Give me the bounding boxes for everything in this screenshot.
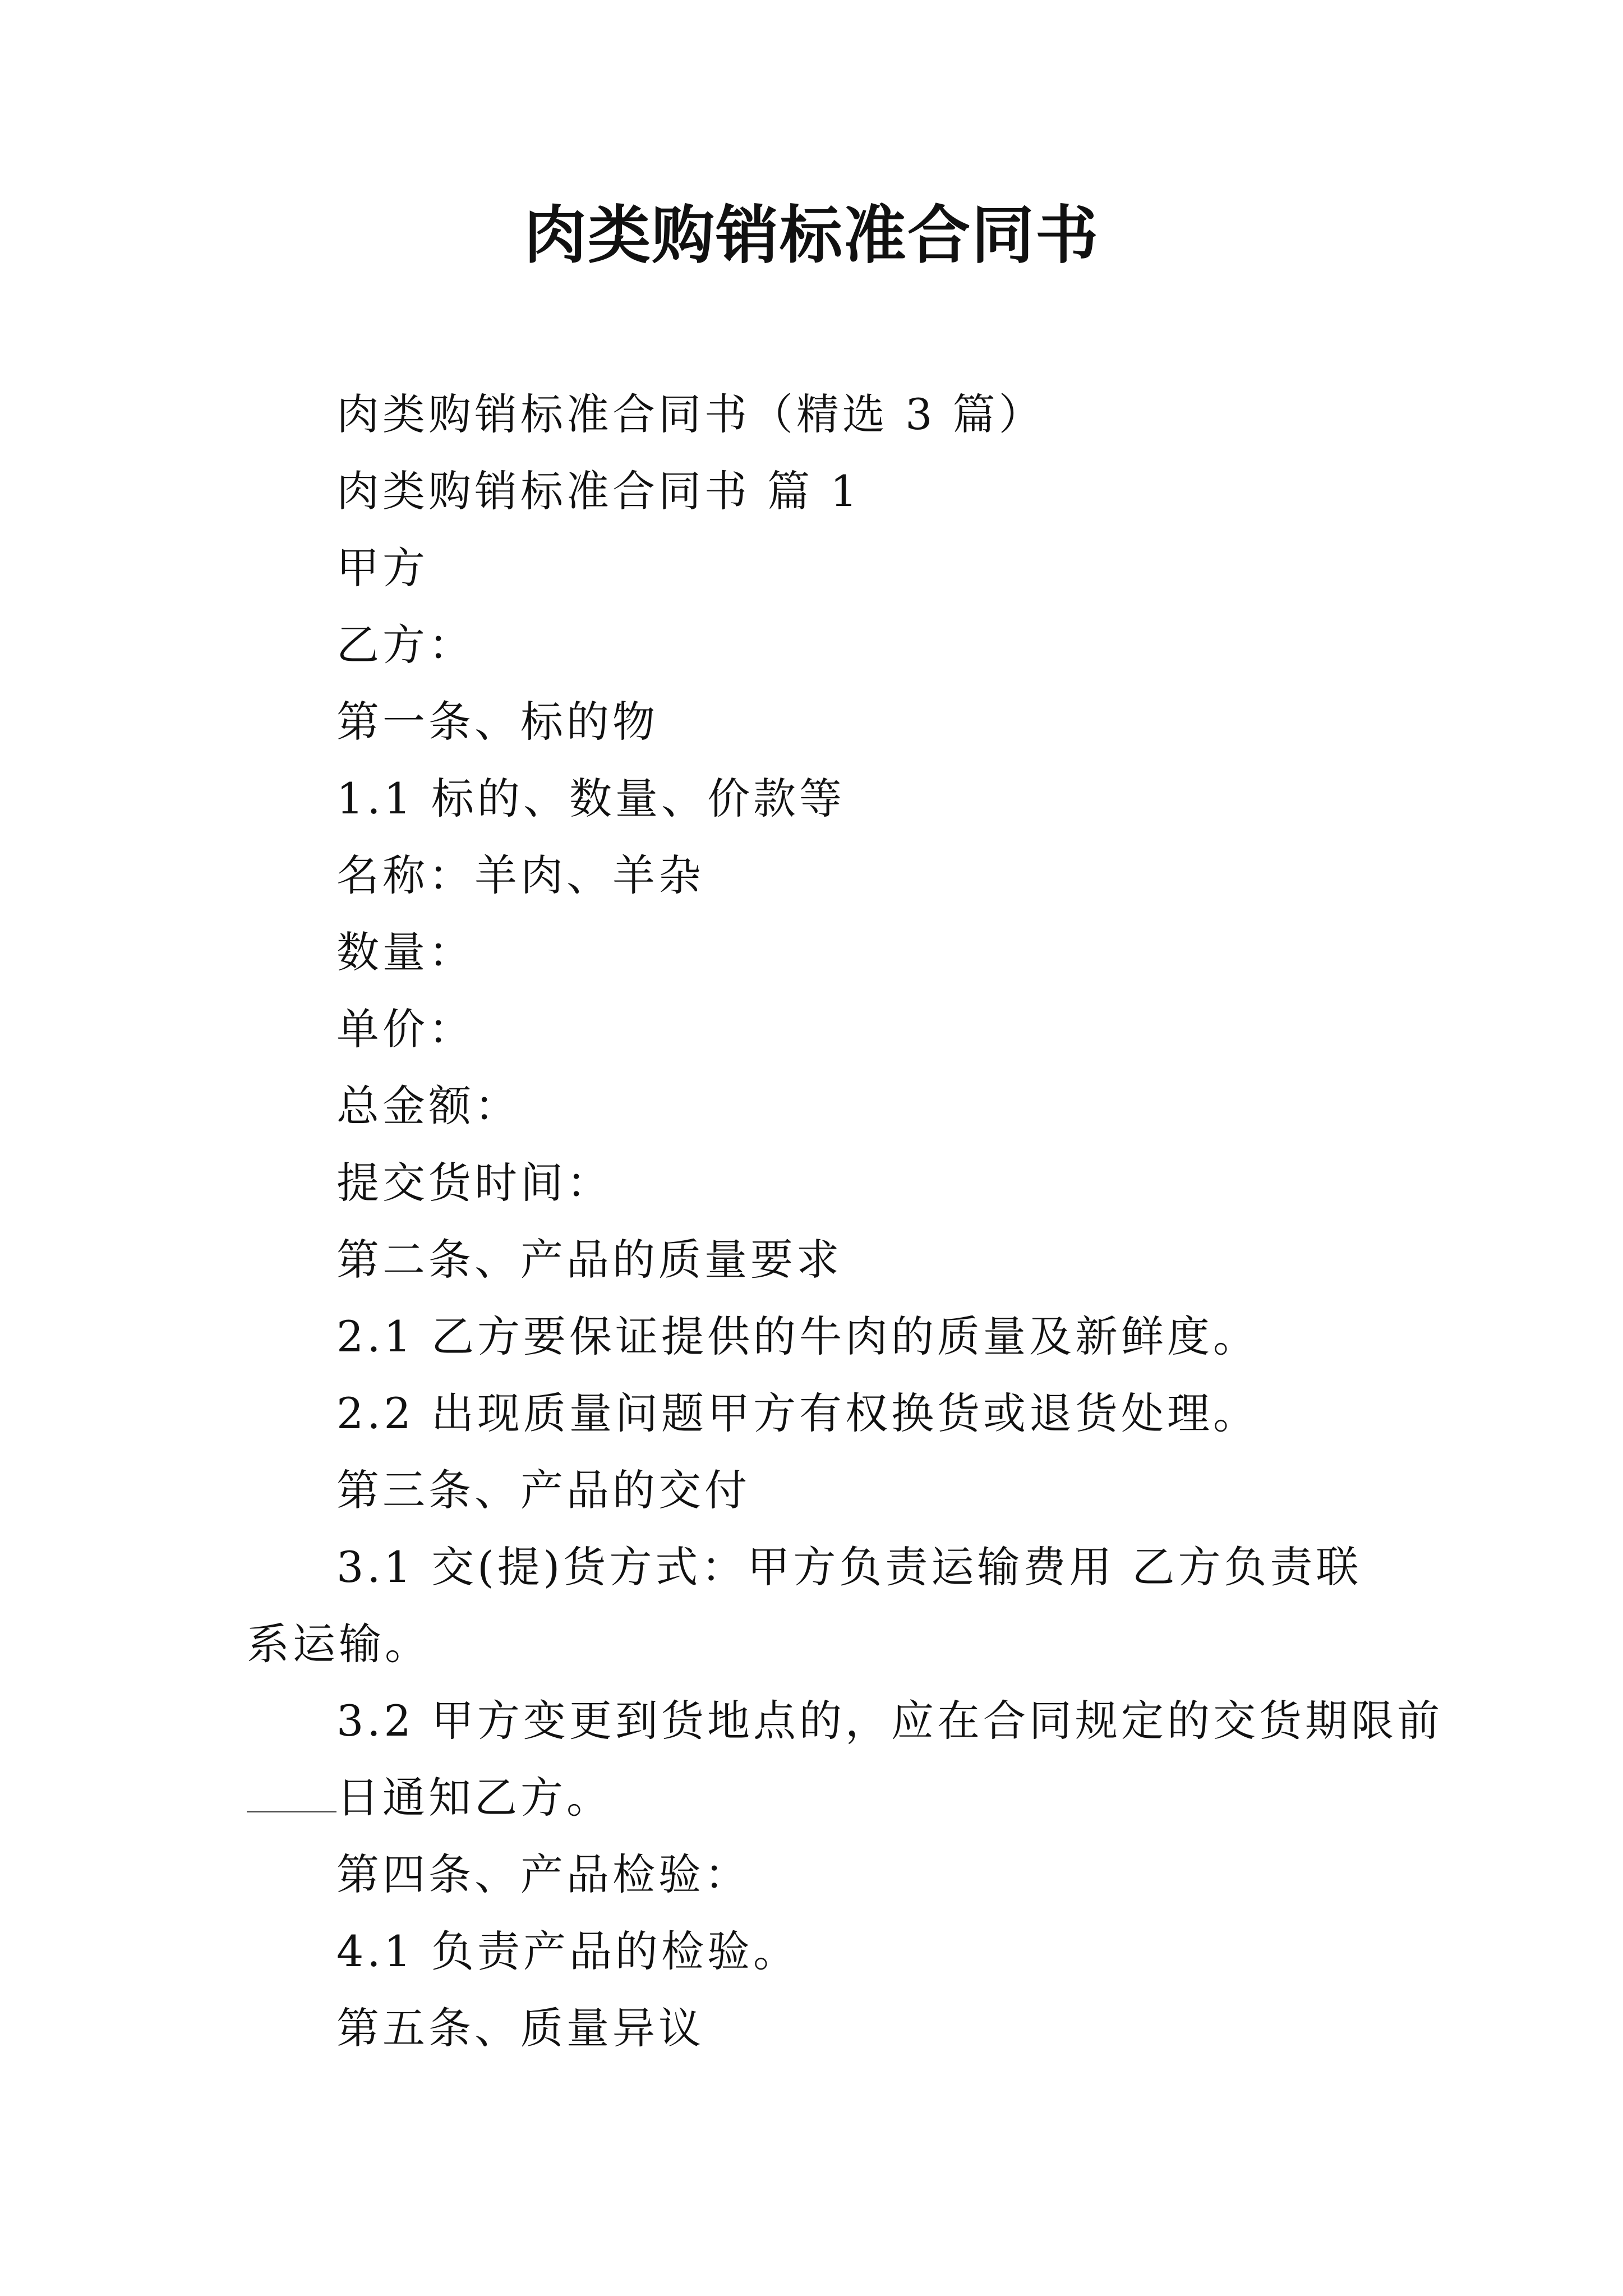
paragraph-2-1: 2.1 乙方要保证提供的牛肉的质量及新鲜度。 [336, 1312, 1260, 1361]
document-body [247, 376, 1444, 2067]
paragraph-4-1: 4.1 负责产品的检验。 [336, 1926, 800, 1976]
paragraph-3-1: 3.1 交(提)货方式：甲方负责运输费用 乙方负责联系运输。 [247, 1542, 1362, 1669]
paragraph-subtitle: 肉类购销标准合同书（精选 3 篇） [336, 389, 1045, 439]
paragraph-quantity: 数量： [336, 927, 474, 977]
document-title: 肉类购销标准合同书 [524, 199, 1099, 272]
paragraph-1-1: 1.1 标的、数量、价款等 [336, 774, 846, 823]
paragraph-3-2: 3.2 甲方变更到货地点的，应在合同规定的交货期限前 [336, 1696, 1444, 1746]
paragraph-name: 名称：羊肉、羊杂 [336, 850, 704, 900]
paragraph-article-1: 第一条、标的物 [336, 697, 658, 747]
paragraph-total-amount: 总金额： [336, 1081, 520, 1131]
paragraph-3-2-tail: 日通知乙方。 [336, 1773, 612, 1823]
paragraph-article-2: 第二条、产品的质量要求 [336, 1235, 842, 1285]
paragraph-article-3: 第三条、产品的交付 [336, 1465, 750, 1515]
paragraph-article-4: 第四条、产品检验： [336, 1849, 750, 1899]
paragraph-party-b: 乙方： [336, 620, 474, 670]
paragraph-unit-price: 单价： [336, 1004, 474, 1054]
paragraph-2-2: 2.2 出现质量问题甲方有权换货或退货处理。 [336, 1388, 1260, 1438]
paragraph-article-5: 第五条、质量异议 [336, 2003, 704, 2053]
paragraph-delivery-time: 提交货时间： [336, 1158, 612, 1208]
paragraph-party-a: 甲方 [336, 543, 428, 593]
paragraph-3-2-continued [247, 1759, 1380, 1836]
fill-in-blank [247, 1777, 336, 1812]
paragraph-section-heading: 肉类购销标准合同书 篇 1 [336, 466, 861, 516]
